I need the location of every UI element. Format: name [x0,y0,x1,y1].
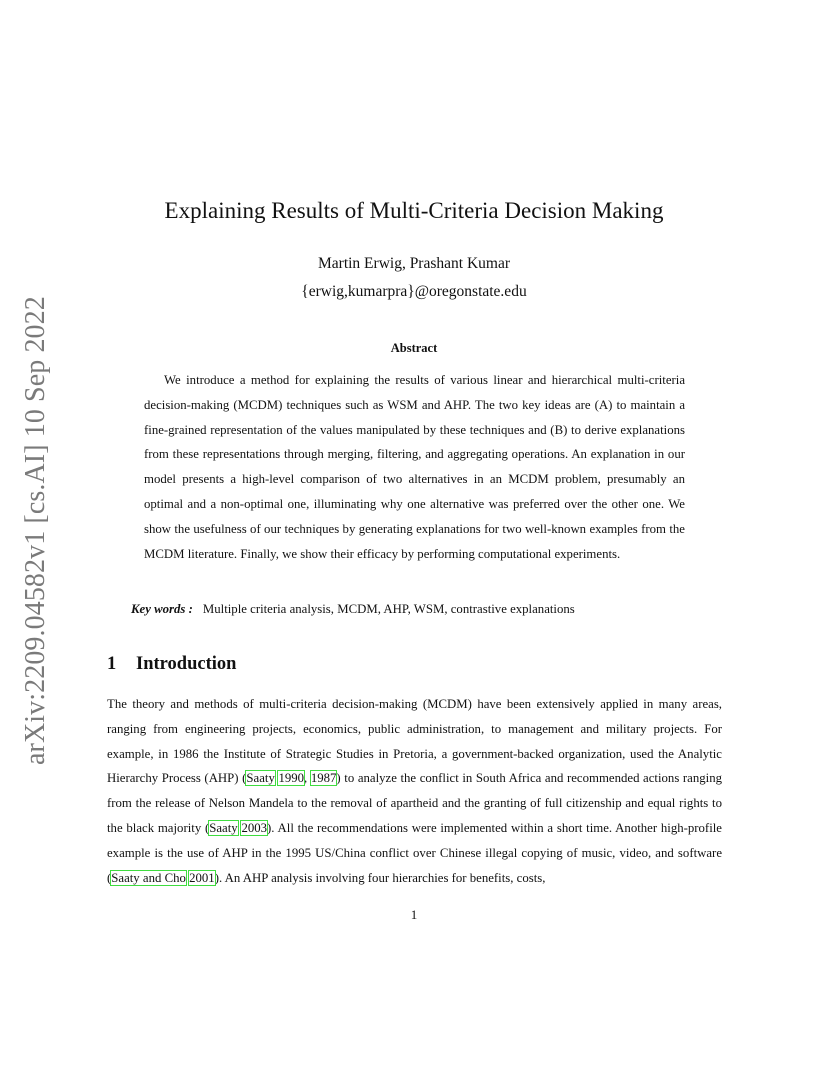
keywords-label: Key words : [131,602,193,616]
citation-link-1987[interactable]: 1987 [310,771,337,786]
page-number: 1 [410,907,418,922]
keywords [131,600,711,618]
citation-link-saaty[interactable]: Saaty [209,820,238,835]
keywords-text: Multiple criteria analysis, MCDM, AHP, WSM, contrastive explanations [202,602,575,616]
citation-link-1990[interactable]: 1990 [278,771,305,786]
paper-authors: Martin Erwig, Prashant Kumar [318,255,510,272]
citation-link-saaty[interactable]: Saaty [246,771,275,786]
intro-text: ). An AHP analysis involving four hierarchies for benefits, costs, [214,870,546,885]
citation-link-2001[interactable]: 2001 [189,870,215,885]
abstract-body: We introduce a method for explaining the results of various linear and hierarchical multi-criteria decision-making (MCDM) techniques such as WSM and AHP. The two key ideas are (A) to maintain a fine-grained representation of the values manipulated by these techniques and (B) to derive explanations from these representations through merging, filtering, and aggregating operations. An explanation in our model presents a high-level comparison of two alternatives in an MCDM problem, presumably an optimal and a non-optimal one, illuminating why one alternative was preferred over the other one. We show the usefulness of our techniques by generating explanations for two well-known examples from the MCDM literature. Finally, we show their efficacy by performing computational experiments. [144,373,685,561]
arxiv-sidebar [8,290,63,765]
intro-text: The theory and methods of multi-criteria decision-making (MCDM) have been extensively applied in many areas, ranging from engineering projects, economics, public administration, to management and military projects. For example, in 1986 the Institute of Strategic Studies in Pretoria, a government-backed organization, used the Analytic Hierarchy Process (AHP) ( [107,697,722,786]
abstract-heading: Abstract [390,341,438,355]
section-title: Introduction [136,654,237,674]
citation-link-2003[interactable]: 2003 [241,820,268,835]
intro-text: , [304,771,311,786]
citation-link-saaty-cho[interactable]: Saaty and Cho [111,870,186,885]
introduction-paragraph [107,692,722,890]
section-number: 1 [107,654,117,674]
paper-title: Explaining Results of Multi-Criteria Decision Making [164,198,664,223]
author-email: {erwig,kumarpra}@oregonstate.edu [301,283,527,300]
intro-text: ). All the recommendations were implemented within a short time. Another high-profile example is the use of AHP in the 1995 US/China conflict over Chinese illegal copying of music, video, and software ( [107,820,722,885]
arxiv-stamp: arXiv:2209.04582v1 [cs.AI] 10 Sep 2022 [20,296,51,765]
section-heading [107,652,236,676]
intro-text: ) to analyze the conflict in South Africa and recommended actions ranging from the release of Nelson Mandela to the removal of apartheid and the granting of full citizenship and equal rights to the black majority ( [107,771,722,835]
